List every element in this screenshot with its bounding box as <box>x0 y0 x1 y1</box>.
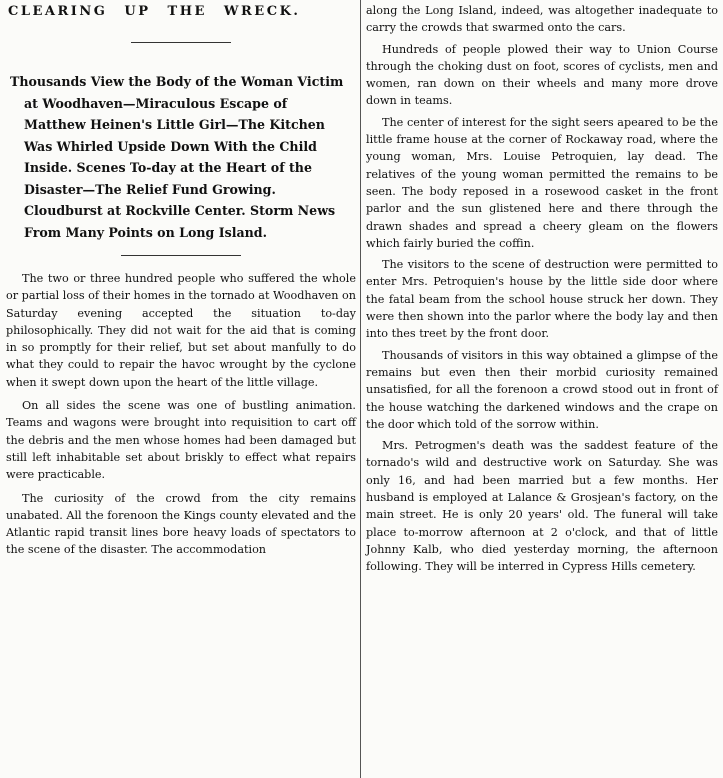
paragraph: Mrs. Petrogmen's death was the saddest feature of the tornado's wild and destructive work on Saturday. She was only 16, and had been married but a few months. Her husband is employed at Lalance & Grosjean's factory, on the main street. He is only 20 years' old. The funeral will take place to-morrow afternoon at 2 o'clock, and that of little Johnny Kalb, who died yesterday morning, the afternoon following. They will be interred in Cypress Hills cemetery. <box>366 439 718 574</box>
paragraph: The visitors to the scene of destruction were permitted to enter Mrs. Petroquien's house by the little side door where the fatal beam from the school house struck her down. They were then shown into the parlor where the body lay and then into thes treet by the front door. <box>366 258 718 341</box>
headline: CLEARING UP THE WRECK. <box>8 4 301 19</box>
paragraph-continuation: along the Long Island, indeed, was altogether inadequate to carry the crowds that swarmed onto the cars. <box>366 4 718 35</box>
paragraph: Hundreds of people plowed their way to Union Course through the choking dust on foot, scores of cyclists, men and women, ran down on their wheels and many more drove down in teams. <box>366 42 718 108</box>
deck-subheadline: Thousands View the Body of the Woman Victim at Woodhaven—Miraculous Escape of Matthew Heinen's Little Girl—The Kitchen Was Whirled Upside Down With the Child Inside. Scenes To-day at the Heart of the Disaster—The Relief Fund Growing. Cloudburst at Rockville Center. Storm News From Many Points on Long Island. <box>10 74 344 240</box>
paragraph: The curiosity of the crowd from the city remains unabated. All the forenoon the Kings county elevated and the Atlantic rapid transit lines bore heavy loads of spectators to the scene of the disaster. The accommodation <box>6 491 356 557</box>
paragraph: The two or three hundred people who suffered the whole or partial loss of their homes in the tornado at Woodhaven on Saturday evening accepted the situation to-day philosophically. They did not wait for the aid that is coming in so promptly for their relief, but set about manfully to do what they could to repair the havoc wrought by the cyclone when it swept down upon the heart of the little village. <box>6 272 356 389</box>
deck-rule <box>121 255 241 256</box>
paragraph: Thousands of visitors in this way obtained a glimpse of the remains but even then their morbid curiosity remained unsatisfied, for all the forenoon a crowd stood out in front of the house watching the darkened windows and the crape on the door which told of the sorrow within. <box>366 348 718 431</box>
paragraph: The center of interest for the sight seers apeared to be the little frame house at the corner of Rockaway road, where the young woman, Mrs. Louise Petroquien, lay dead. The relatives of the young woman permitted the remains to be seen. The body reposed in a rosewood casket in the front parlor and the sun glistened here and there through the drawn shades and spread a cheery gleam on the flowers which fairly buried the coffin. <box>366 115 718 250</box>
right-column <box>366 0 718 576</box>
paragraph: On all sides the scene was one of bustling animation. Teams and wagons were brought into requisition to cart off the debris and the men whose homes had been damaged but still left inhabitable set about briskly to effect what repairs were practicable. <box>6 399 356 482</box>
column-divider <box>360 0 361 778</box>
headline-rule <box>131 42 231 43</box>
left-column <box>6 0 356 559</box>
